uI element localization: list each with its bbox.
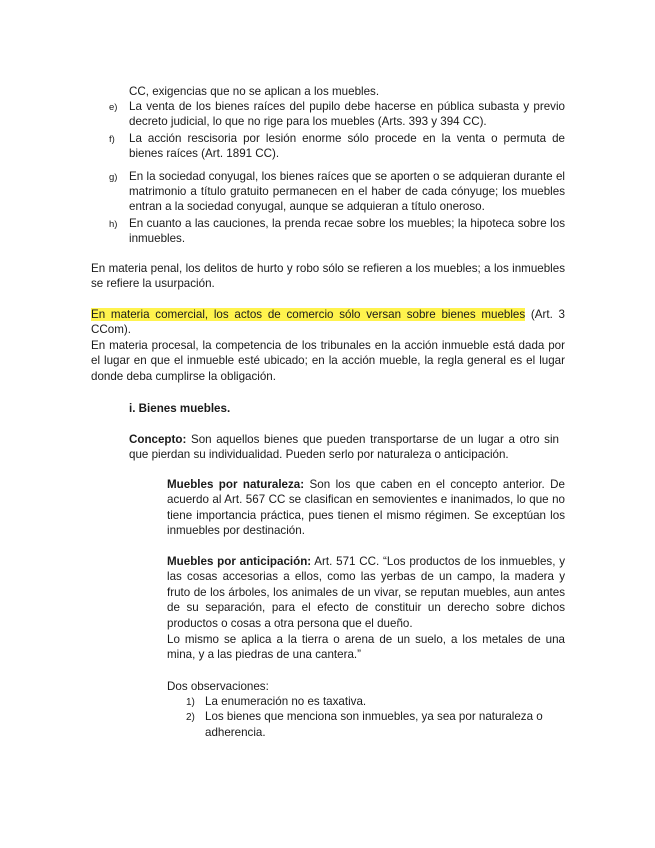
list-item-f: [91, 131, 565, 162]
paragraph-comercial-rest: (Art. 3 CCom).: [91, 308, 565, 337]
list-marker: 2): [186, 712, 195, 724]
lettered-list: [91, 99, 565, 247]
highlighted-text: En materia comercial, los actos de comercio sólo versan sobre bienes muebles: [91, 308, 526, 321]
list-item-text: La venta de los bienes raíces del pupilo debe hacerse en pública subasta y previo decreto judicial, lo que no rige para los muebles (Arts. 393 y 394 CC).: [129, 100, 565, 129]
list-item-h: [91, 216, 565, 247]
concepto-text: Son aquellos bienes que pueden transportarse de un lugar a otro sin que pierdan su individualidad. Pueden serlo por naturaleza o anticipación.: [129, 433, 559, 462]
numbered-list: [167, 694, 565, 740]
paragraph-procesal: En materia procesal, la competencia de los tribunales en la acción inmueble está dada por el lugar en que el inmueble esté ubicado; en la acción mueble, la regla general es el lugar donde deba cumplirse la obligación.: [91, 339, 565, 383]
section-heading: i. Bienes muebles.: [129, 402, 231, 415]
numbered-item: [167, 709, 565, 740]
list-item-text: La enumeración no es taxativa.: [205, 695, 367, 708]
paragraph-dos-observaciones: Dos observaciones:: [167, 680, 269, 693]
anticipacion-label: Muebles por anticipación:: [167, 555, 312, 568]
naturaleza-label: Muebles por naturaleza:: [167, 478, 305, 491]
paragraph-comercial: [91, 307, 565, 338]
concepto-label: Concepto:: [129, 433, 187, 446]
list-item-text: Los bienes que menciona son inmuebles, ya sea por naturaleza o adherencia.: [205, 710, 543, 739]
list-item-text: En cuanto a las cauciones, la prenda recae sobre los muebles; la hipoteca sobre los inmuebles.: [129, 216, 565, 246]
list-marker: h): [109, 218, 118, 230]
paragraph-muebles-anticipacion: [167, 554, 565, 631]
paragraph-muebles-naturaleza: [167, 477, 565, 539]
paragraph-penal: En materia penal, los delitos de hurto y robo sólo se refieren a los muebles; a los inmuebles se refiere la usurpación.: [91, 262, 565, 291]
paragraph-concepto: [129, 432, 559, 463]
continuation-line: CC, exigencias que no se aplican a los muebles.: [129, 85, 380, 98]
list-item-g: [91, 169, 565, 215]
list-marker: f): [109, 133, 115, 145]
list-item-text: En la sociedad conyugal, los bienes raíces que se aporten o se adquieran durante el matrimonio a título gratuito permanecen en el haber de cada cónyuge; los muebles entran a la sociedad conyugal, aunque se adquieran a título oneroso.: [129, 169, 565, 214]
list-marker: 1): [186, 697, 195, 708]
list-marker: e): [109, 102, 118, 113]
list-item-text: La acción rescisoria por lesión enorme sólo procede en la venta o permuta de bienes raíces (Art. 1891 CC).: [129, 131, 565, 161]
naturaleza-text: Son los que caben en el concepto anterior. De acuerdo al Art. 567 CC se clasifican en semovientes e inanimados, lo que no tiene importancia práctica, pues tienen el mismo régimen. Se exceptúan los inmuebles por destinación.: [167, 478, 565, 538]
anticipacion-text: Art. 571 CC. “Los productos de los inmuebles, y las cosas accesorias a ellos, como las yerbas de un campo, la madera y fruto de los árboles, los animales de un vivar, se reputan muebles, aun antes de su separación, para el efecto de constituir un derecho sobre dichos productos o cosas a otra persona que el dueño.: [167, 555, 566, 630]
paragraph-lo-mismo: Lo mismo se aplica a la tierra o arena de un suelo, a los metales de una mina, y a las piedras de una cantera.”: [167, 633, 565, 662]
numbered-item: [167, 694, 565, 709]
list-marker: g): [109, 171, 118, 183]
list-item-e: [91, 99, 565, 130]
